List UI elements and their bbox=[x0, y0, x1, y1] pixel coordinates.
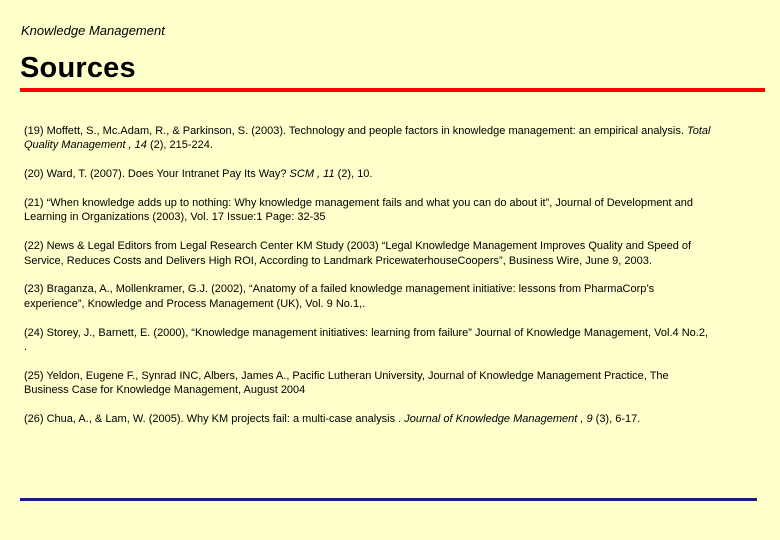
reference-item-23 bbox=[24, 282, 714, 311]
title-divider bbox=[20, 88, 765, 92]
reference-text: (3), 6-17. bbox=[592, 413, 641, 426]
reference-item-21 bbox=[24, 196, 714, 225]
reference-text: (21) “When knowledge adds up to nothing: Why knowledge management fails and what you can do about it”, Journal of Development and Learning in Organizations (2003), Vol. 17 Issue:1 Page: 32-35 bbox=[24, 197, 693, 224]
slide-title: Sources bbox=[20, 52, 136, 84]
reference-text: (2), 10. bbox=[334, 168, 373, 181]
reference-item-26 bbox=[24, 412, 714, 426]
reference-item-22 bbox=[24, 239, 714, 268]
reference-text: (24) Storey, J., Barnett, E. (2000), “Knowledge management initiatives: learning from failure” Journal of Knowledge Management, Vol.4 No.2, . bbox=[24, 326, 708, 354]
reference-text: (20) Ward, T. (2007). Does Your Intranet Pay Its Way? bbox=[24, 168, 290, 181]
reference-text: (19) Moffett, S., Mc.Adam, R., & Parkinson, S. (2003). Technology and people factors in knowledge management: an empirical analysis. bbox=[24, 125, 687, 137]
reference-journal: Journal of Knowledge Management , 9 bbox=[404, 413, 593, 426]
reference-journal: Total Quality Management , 14 bbox=[24, 125, 711, 152]
reference-text: (23) Braganza, A., Mollenkramer, G.J. (2002), “Anatomy of a failed knowledge management initiative: lessons from PharmaCorp’s experience”, Knowledge and Process Management (UK), Vol. 9 No.1,. bbox=[24, 283, 655, 310]
footer-divider bbox=[20, 498, 757, 501]
reference-text: (26) Chua, A., & Lam, W. (2005). Why KM projects fail: a multi-case analysis . bbox=[24, 413, 405, 426]
reference-item-20 bbox=[24, 167, 714, 181]
reference-text: (22) News & Legal Editors from Legal Research Center KM Study (2003) “Legal Knowledge Management Improves Quality and Speed of Service, Reduces Costs and Delivers High ROI, According to Landmark PricewaterhouseCoopers”, Business Wire, June 9, 2003. bbox=[24, 240, 692, 267]
reference-item-25 bbox=[24, 369, 714, 398]
reference-text: (25) Yeldon, Eugene F., Synrad INC, Albers, James A., Pacific Lutheran University, Journal of Knowledge Management Practice, The Business Case for Knowledge Management, August 2004 bbox=[24, 369, 669, 397]
reference-item-19 bbox=[24, 124, 714, 153]
reference-text: (2), 215-224. bbox=[146, 139, 213, 152]
references-list bbox=[24, 124, 714, 441]
header-label: Knowledge Management bbox=[21, 23, 165, 38]
reference-journal: SCM , 11 bbox=[289, 168, 335, 181]
reference-item-24 bbox=[24, 326, 714, 355]
